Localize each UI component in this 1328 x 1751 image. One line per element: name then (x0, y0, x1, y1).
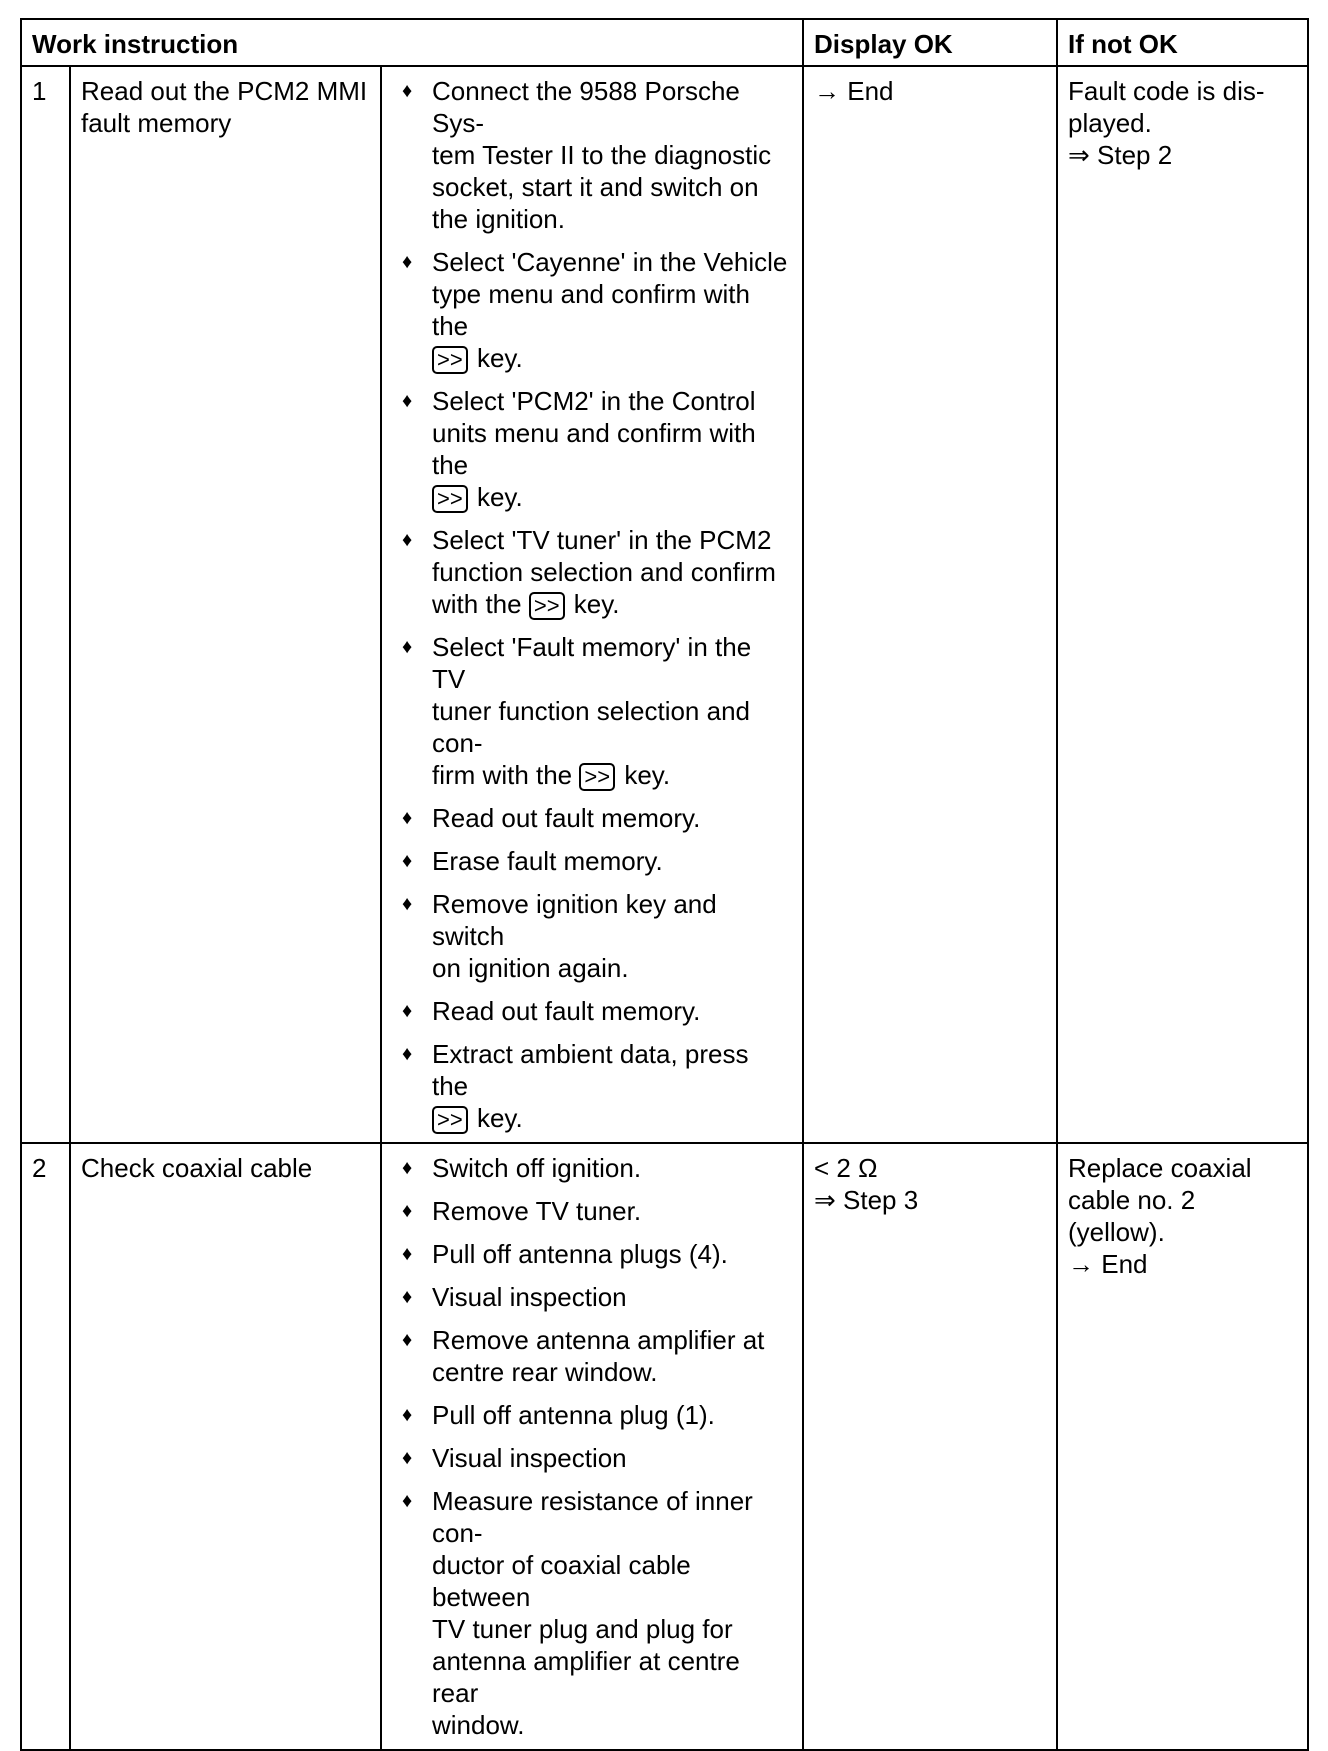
text-line: Remove TV tuner. (432, 1196, 642, 1226)
text-line: tuner function selection and con- (432, 696, 750, 758)
instruction-item (392, 802, 792, 834)
instruction-list-cell (381, 66, 803, 1143)
diamond-bullet-icon: ♦ (402, 1490, 413, 1512)
diamond-bullet-icon: ♦ (402, 1043, 413, 1065)
table-row (21, 66, 1308, 1143)
instruction-list (392, 75, 792, 1134)
text-line: Check coaxial cable (81, 1153, 313, 1183)
instruction-item (392, 995, 792, 1027)
text-line: TV tuner plug and plug for (432, 1614, 733, 1644)
text-line: antenna amplifier at centre rear (432, 1646, 740, 1708)
diamond-bullet-icon: ♦ (402, 80, 413, 102)
instruction-item (392, 1281, 792, 1313)
header-row (21, 19, 1308, 66)
work-instruction-table (20, 18, 1309, 1751)
text-line: → End (814, 76, 894, 106)
text-line: Select 'TV tuner' in the PCM2 (432, 525, 772, 555)
instruction-item (392, 1324, 792, 1388)
diamond-bullet-icon: ♦ (402, 1157, 413, 1179)
forward-key-icon: >> (432, 485, 468, 513)
key-line-suffix: key. (624, 760, 671, 790)
text-line: ductor of coaxial cable between (432, 1550, 691, 1612)
instruction-item (392, 1152, 792, 1184)
key-line (432, 588, 788, 620)
step-title (70, 1143, 381, 1750)
if-not-ok-cell (1057, 66, 1308, 1143)
forward-key-icon: >> (529, 592, 565, 620)
diamond-bullet-icon: ♦ (402, 1404, 413, 1426)
key-line (432, 1102, 788, 1134)
text-line: Remove antenna amplifier at (432, 1325, 765, 1355)
instruction-item (392, 1399, 792, 1431)
instruction-item (392, 1485, 792, 1741)
display-ok-cell (803, 1143, 1057, 1750)
text-line: played. (1068, 108, 1152, 138)
diamond-bullet-icon: ♦ (402, 807, 413, 829)
text-line: type menu and confirm with the (432, 279, 750, 341)
text-line: Read out the PCM2 MMI (81, 76, 368, 106)
instruction-item (392, 845, 792, 877)
instruction-item (392, 1442, 792, 1474)
diamond-bullet-icon: ♦ (402, 251, 413, 273)
text-line: window. (432, 1710, 525, 1740)
forward-key-icon: >> (432, 346, 468, 374)
text-line: fault memory (81, 108, 232, 138)
diamond-bullet-icon: ♦ (402, 1000, 413, 1022)
header-display-ok: Display OK (803, 19, 1057, 66)
step-number: 2 (21, 1143, 70, 1750)
text-line: ⇒ Step 3 (814, 1185, 919, 1215)
diamond-bullet-icon: ♦ (402, 1329, 413, 1351)
text-line: Visual inspection (432, 1282, 627, 1312)
key-line-suffix: key. (476, 482, 523, 512)
instruction-item (392, 246, 792, 374)
forward-key-icon: >> (432, 1106, 468, 1134)
key-line-prefix: firm with the (432, 760, 573, 790)
text-line: ⇒ Step 2 (1068, 140, 1173, 170)
text-line: Extract ambient data, press the (432, 1039, 749, 1101)
text-line: Visual inspection (432, 1443, 627, 1473)
diamond-bullet-icon: ♦ (402, 1286, 413, 1308)
text-line: Erase fault memory. (432, 846, 663, 876)
diamond-bullet-icon: ♦ (402, 850, 413, 872)
instruction-item (392, 75, 792, 235)
text-line: Measure resistance of inner con- (432, 1486, 753, 1548)
display-ok-cell (803, 66, 1057, 1143)
text-line: < 2 Ω (814, 1153, 878, 1183)
text-line: Select 'PCM2' in the Control (432, 386, 756, 416)
key-line (432, 342, 788, 374)
key-line-suffix: key. (476, 343, 523, 373)
diamond-bullet-icon: ♦ (402, 1200, 413, 1222)
text-line: Replace coaxial (1068, 1153, 1252, 1183)
text-line: Select 'Cayenne' in the Vehicle (432, 247, 788, 277)
if-not-ok-cell (1057, 1143, 1308, 1750)
text-line: Select 'Fault memory' in the TV (432, 632, 752, 694)
table-body (21, 66, 1308, 1750)
diamond-bullet-icon: ♦ (402, 1243, 413, 1265)
text-line: → End (1068, 1249, 1148, 1279)
diamond-bullet-icon: ♦ (402, 529, 413, 551)
diamond-bullet-icon: ♦ (402, 1447, 413, 1469)
text-line: Read out fault memory. (432, 996, 701, 1026)
text-line: Fault code is dis- (1068, 76, 1265, 106)
text-line: socket, start it and switch on (432, 172, 759, 202)
instruction-item (392, 524, 792, 620)
instruction-list (392, 1152, 792, 1741)
text-line: Remove ignition key and switch (432, 889, 717, 951)
instruction-item (392, 1195, 792, 1227)
text-line: Pull off antenna plug (1). (432, 1400, 715, 1430)
table-row (21, 1143, 1308, 1750)
text-line: cable no. 2 (yellow). (1068, 1185, 1196, 1247)
forward-key-icon: >> (579, 763, 615, 791)
diamond-bullet-icon: ♦ (402, 636, 413, 658)
diamond-bullet-icon: ♦ (402, 893, 413, 915)
text-line: Switch off ignition. (432, 1153, 642, 1183)
instruction-item (392, 631, 792, 791)
text-line: units menu and confirm with the (432, 418, 756, 480)
key-line (432, 759, 788, 791)
text-line: the ignition. (432, 204, 565, 234)
key-line (432, 481, 788, 513)
text-line: Pull off antenna plugs (4). (432, 1239, 728, 1269)
diamond-bullet-icon: ♦ (402, 390, 413, 412)
text-line: function selection and confirm (432, 557, 776, 587)
step-number: 1 (21, 66, 70, 1143)
key-line-suffix: key. (476, 1103, 523, 1133)
key-line-suffix: key. (573, 589, 620, 619)
instruction-list-cell (381, 1143, 803, 1750)
text-line: Connect the 9588 Porsche Sys- (432, 76, 740, 138)
header-if-not-ok: If not OK (1057, 19, 1308, 66)
instruction-item (392, 1238, 792, 1270)
text-line: centre rear window. (432, 1357, 658, 1387)
instruction-item (392, 1038, 792, 1134)
text-line: tem Tester II to the diagnostic (432, 140, 772, 170)
step-title (70, 66, 381, 1143)
header-work-instruction: Work instruction (21, 19, 803, 66)
text-line: Read out fault memory. (432, 803, 701, 833)
key-line-prefix: with the (432, 589, 522, 619)
instruction-item (392, 385, 792, 513)
instruction-item (392, 888, 792, 984)
text-line: on ignition again. (432, 953, 629, 983)
